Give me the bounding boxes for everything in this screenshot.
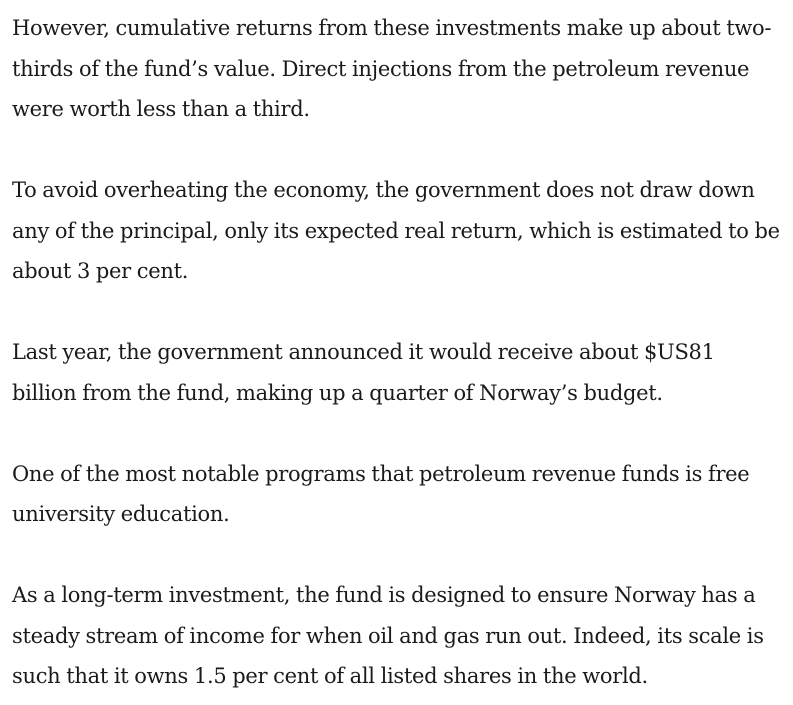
paragraph-avoid-overheating: To avoid overheating the economy, the government does not draw down any of the principal, only its expected real return, which is estimated to be about 3 per cent. — [12, 178, 780, 283]
paragraph-government-budget: Last year, the government announced it would receive about $US81 billion from the fund, making up a quarter of Norway’s budget. — [12, 340, 715, 405]
paragraph-long-term-investment: As a long-term investment, the fund is designed to ensure Norway has a steady stream of income for when oil and gas run out. Indeed, its scale is such that it owns 1.5 per cent of all listed shares in the world. — [12, 583, 764, 688]
paragraph-cumulative-returns: However, cumulative returns from these investments make up about two-thirds of the fund’s value. Direct injections from the petroleum revenue were worth less than a third. — [12, 16, 772, 121]
paragraph-university-education: One of the most notable programs that petroleum revenue funds is free university education. — [12, 461, 750, 526]
